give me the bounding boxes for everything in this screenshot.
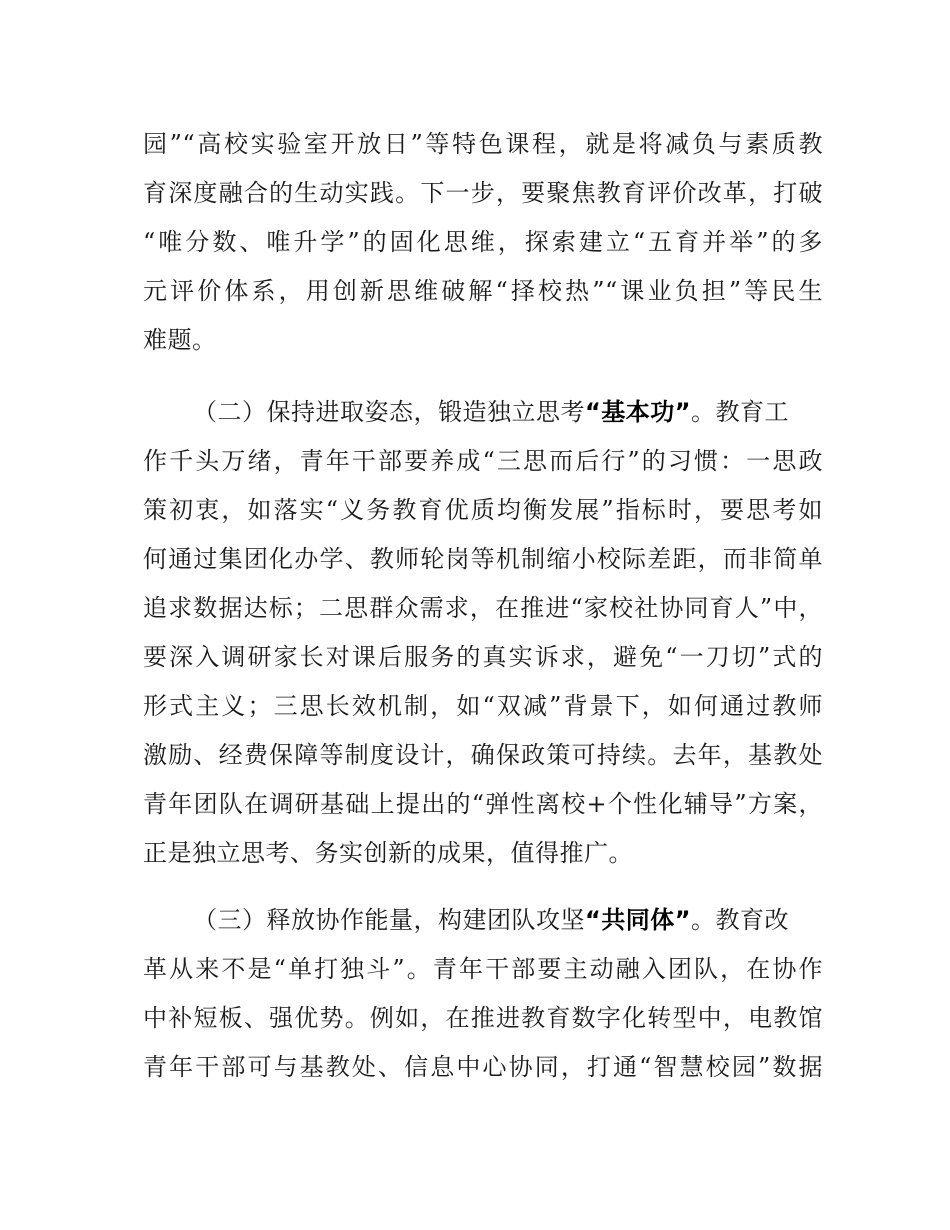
paragraph-2-line-5: 要深入调研家长对课后服务的真实诉求，避免“一刀切”式的 (143, 643, 823, 671)
paragraph-3-line-3: 青年干部可与基教处、信息中心协同，打通“智慧校园”数据 (143, 1053, 823, 1081)
paragraph-3-line-1: 革从来不是“单打独斗”。青年干部要主动融入团队，在协作 (143, 955, 823, 983)
paragraph-2-line-9: 正是独立思考、务实创新的成果，值得推广。 (143, 839, 633, 867)
paragraph-2-line-3: 何通过集团化办学、教师轮岗等机制缩小校际差距，而非简单 (143, 545, 823, 573)
paragraph-2-line-2: 策初衷，如落实“义务教育优质均衡发展”指标时，要思考如 (143, 496, 823, 524)
paragraph-3-heading-keyword: “共同体” (585, 906, 692, 934)
paragraph-3-heading-suffix: 。教育改 (691, 906, 790, 934)
paragraph-2-line-7: 激励、经费保障等制度设计，确保政策可持续。去年，基教处 (143, 741, 823, 769)
paragraph-2-heading-prefix: （二）保持进取姿态，锻造独立思考 (193, 398, 585, 426)
paragraph-3-heading-prefix: （三）释放协作能量，构建团队攻坚 (193, 906, 585, 934)
paragraph-2-line-8: 青年团队在调研基础上提出的“弹性离校+个性化辅导”方案， (143, 790, 823, 818)
paragraph-2-line-6: 形式主义；三思长效机制，如“双减”背景下，如何通过教师 (143, 692, 823, 720)
paragraph-1-line-2: 育深度融合的生动实践。下一步，要聚焦教育评价改革，打破 (143, 179, 823, 207)
paragraph-2-line-4: 追求数据达标；二思群众需求，在推进“家校社协同育人”中， (143, 594, 823, 622)
paragraph-1-line-5: 难题。 (143, 326, 217, 354)
paragraph-2-line-1: 作千头万绪，青年干部要养成“三思而后行”的习惯：一思政 (143, 447, 823, 475)
paragraph-1-line-4: 元评价体系，用创新思维破解“择校热”“课业负担”等民生 (143, 277, 823, 305)
paragraph-2-heading-suffix: 。教育工 (691, 398, 790, 426)
paragraph-2-heading-keyword: “基本功” (585, 398, 692, 426)
paragraph-3-heading-line (193, 903, 823, 937)
paragraph-1-line-1: 园”“高校实验室开放日”等特色课程，就是将减负与素质教 (143, 130, 823, 158)
paragraph-3-line-2: 中补短板、强优势。例如，在推进教育数字化转型中，电教馆 (143, 1004, 823, 1032)
paragraph-1-line-3: “唯分数、唯升学”的固化思维，探索建立“五育并举”的多 (143, 228, 823, 256)
paragraph-2-heading-line (193, 395, 823, 429)
